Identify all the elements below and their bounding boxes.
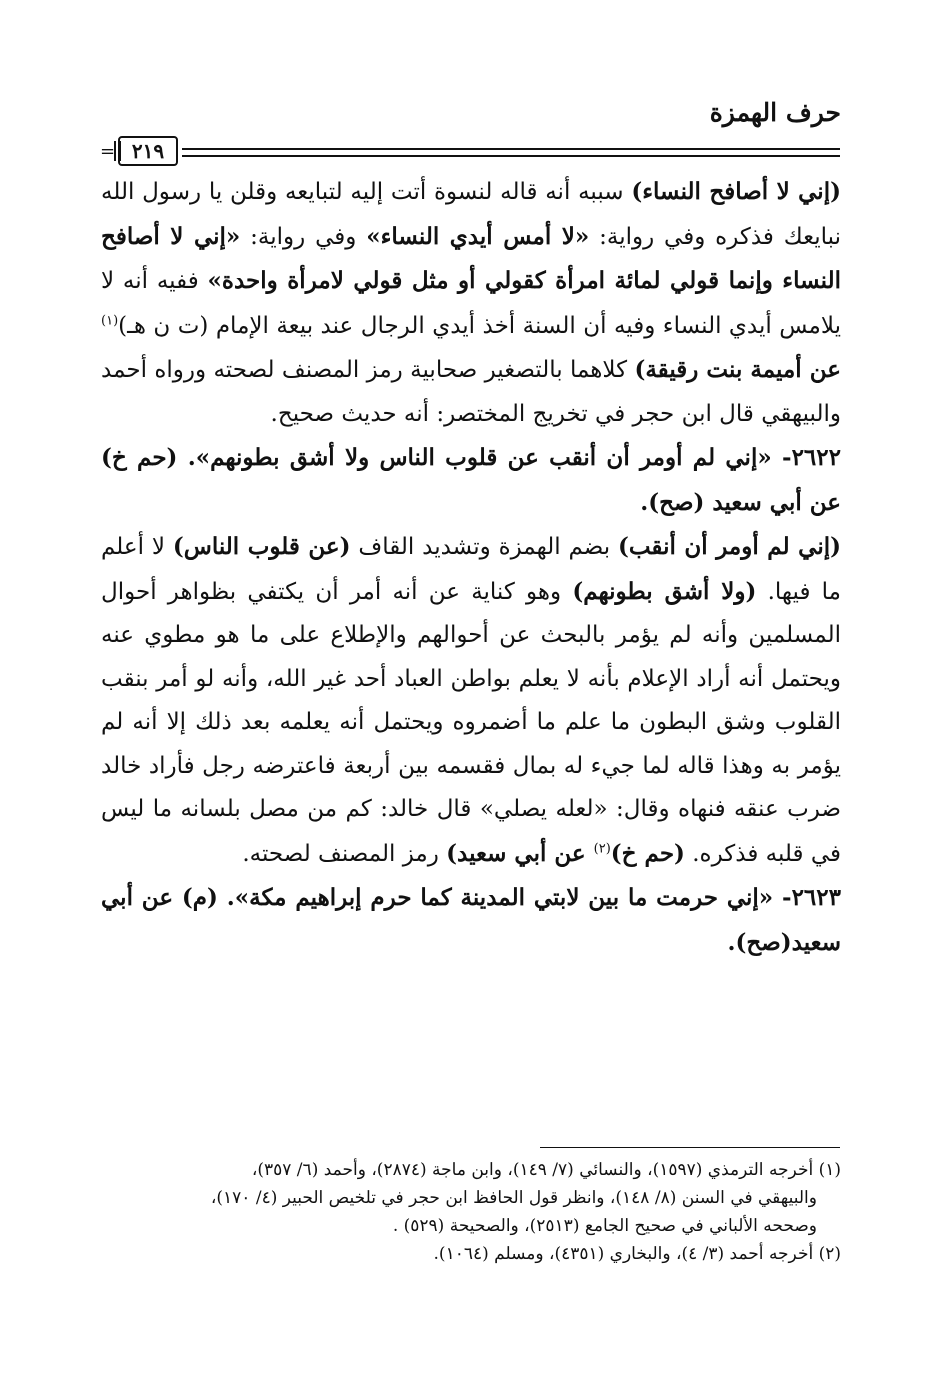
footnotes [101,1156,841,1268]
variant-quote: «إني لا أصافح النساء وإنما قولي لمائة امرأة كقولي أو مثل قولي لامرأة واحدة» [101,222,841,294]
hadith-quote: (إني لم أومر أن أنقب) [617,533,842,560]
page-number: ٢١٩ [118,136,178,166]
footnote-line: (١) أخرجه الترمذي (١٥٩٧)، والنسائي (٧/ ١٤٩)، وابن ماجة (٢٨٧٤)، وأحمد (٦/ ٣٥٧)، [251,1160,841,1180]
commentary-text: وفي رواية: [240,223,367,250]
rule-line-bottom [182,155,840,157]
footnote-2 [101,1240,841,1268]
variant-quote: «لا أمس أيدي النساء» [366,222,590,250]
commentary-text: ففيه أنه لا يلامس أيدي النساء وفيه أن السنة أخذ أيدي الرجال عند بيعة الإمام (ت ن هـ) [101,268,841,339]
rule-end-mark: = [100,141,116,162]
narrator-name: عن أميمة بنت رقيقة) [634,356,841,383]
running-title: حرف الهمزة [709,98,841,127]
footnote-line: وصححه الألباني في صحيح الجامع (٢٥١٣)، والصحيحة (٥٢٩) . [392,1216,817,1236]
commentary-text: سببه أنه قاله لنسوة أتت إليه لتبايعه وقلن يا رسول الله نبايعك فذكره وفي رواية: [101,179,842,250]
hadith-quote: (ولا أشق بطونهم) [572,577,757,605]
footnote-ref[interactable]: (٢) [593,840,611,856]
hadith-quote: (عن قلوب الناس) [172,533,351,560]
header-rule [100,136,840,170]
commentary-text: كلاهما بالتصغير صحابية رمز المصنف لصحته ورواه أحمد والبيهقي قال ابن حجر في تخريج المختصر: أنه حديث صحيح. [101,357,841,427]
hadith-number: ٢٦٢٢- [771,444,841,471]
paragraph-commentary-2 [101,525,841,876]
hadith-text: «إني حرمت ما بين لابتي المدينة كما حرم إبراهيم مكة». (م) عن أبي سعيد(صح). [101,884,841,956]
hadith-text: «إني لم أومر أن أنقب عن قلوب الناس ولا أشق بطونهم». (حم خ) عن أبي سعيد (صح). [101,444,841,516]
rule-line-top [182,148,840,150]
commentary-text: بضم الهمزة وتشديد القاف [350,534,618,560]
commentary-text: لا أعلم ما فيها. [101,534,841,605]
source-code: (حم خ) [610,839,685,867]
footnote-1 [101,1156,841,1240]
footnote-line: والبيهقي في السنن (٨/ ١٤٨)، وانظر قول الحافظ ابن حجر في تلخيص الحبير (٤/ ١٧٠)، [210,1188,817,1208]
hadith-2623 [101,876,841,965]
hadith-quote: (إني لا أصافح النساء) [631,178,841,205]
footnote-line: (٢) أخرجه أحمد (٣/ ٤)، والبخاري (٤٣٥١)، ومسلم (١٠٦٤). [433,1244,841,1264]
hadith-number: ٢٦٢٣- [773,884,841,911]
hadith-2622 [101,436,841,525]
footnote-separator [540,1147,840,1148]
footnote-ref[interactable]: (١) [101,312,119,328]
main-text [101,170,841,965]
narrator-name: عن أبي سعيد) [446,839,594,867]
commentary-text: وهو كناية عن أنه أمر أن يكتفي بظواهر أحوال المسلمين وأنه لم يؤمر بالبحث عن أحوالهم والإطلاع على ما هو مطوي عنه ويحتمل أنه أراد الإعلام بأنه لا يعلم بواطن العباد أحد غير الله، وأنه لو أمر بنقب القلوب وشق البطون ما علم ما أضمروه ويحتمل أنه يعلمه بعد ذلك إلا أنه لم يؤمر به وهذا قاله لما جيء له بمال فقسمه بين أربعة فاعترضه رجل فأراد خالد ضرب عنقه فنهاه وقال: «لعله يصلي» قال خالد: كم من مصل بلسانه ما ليس في قلبه فذكره. [101,578,841,867]
paragraph-commentary-1 [101,170,841,436]
commentary-text: رمز المصنف لصحته. [242,840,447,867]
